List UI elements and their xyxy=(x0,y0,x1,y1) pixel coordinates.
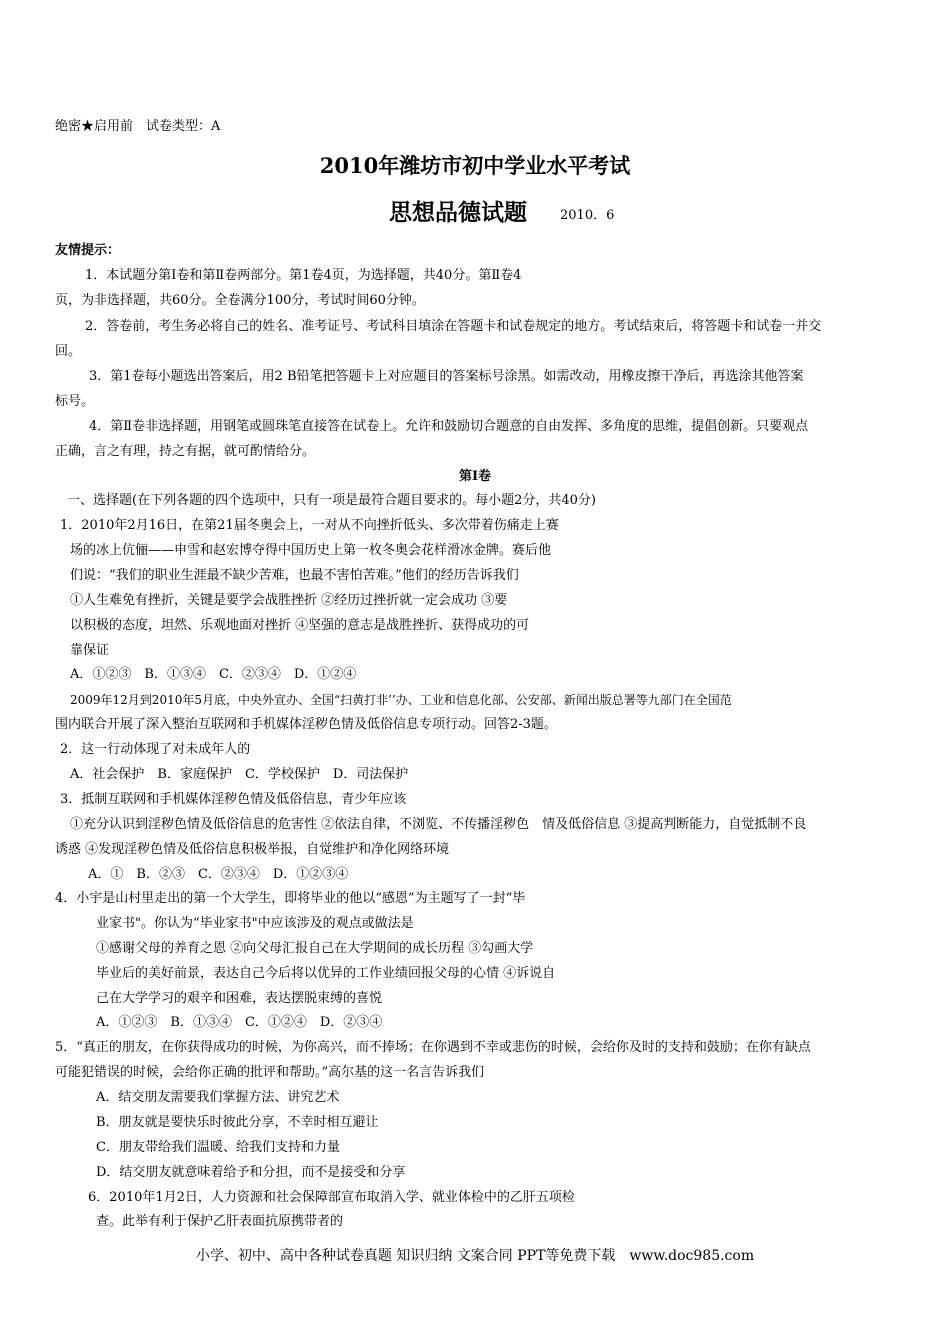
answer-options: A．社会保护 B．家庭保护 C．学校保护 D．司法保护 xyxy=(70,767,409,782)
secret-header: 绝密★启用前 试卷类型：A xyxy=(55,119,221,134)
question-line: 们说：“我们的职业生涯最不缺少苦难，也最不害怕苦难。”他们的经历告诉我们 xyxy=(70,568,519,583)
question-line: ①充分认识到淫秽色情及低俗信息的危害性 ②依法自律，不浏览、不传播淫秽色 情及低俗信息 ③提高判断能力，自觉抵制不良 xyxy=(70,817,807,832)
question-line: 诱惑 ④发现淫秽色情及低俗信息积极举报，自觉维护和净化网络环境 xyxy=(55,842,450,857)
tip-line: 3．第1卷每小题选出答案后，用2 B铅笔把答题卡上对应题目的答案标号涂黑。如需改动，用橡皮擦干净后，再选涂其他答案 xyxy=(89,369,804,384)
tip-line: 回。 xyxy=(55,344,82,359)
exam-date: 2010．6 xyxy=(560,208,615,223)
tip-line: 1．本试题分第Ⅰ卷和第Ⅱ卷两部分。第1卷4页，为选择题，共40分。第Ⅱ卷4 xyxy=(85,268,522,283)
question-line: ①感谢父母的养育之恩 ②向父母汇报自己在大学期间的成长历程 ③勾画大学 xyxy=(96,941,534,956)
exam-title: 2010年潍坊市初中学业水平考试 xyxy=(319,153,631,178)
question-line: 4．小宇是山村里走出的第一个大学生，即将毕业的他以“感恩”为主题写了一封“毕 xyxy=(55,891,526,906)
question-line: 场的冰上伉俪——申雪和赵宏博夺得中国历史上第一枚冬奥会花样滑冰金牌。赛后他 xyxy=(70,543,552,558)
material-line: 围内联合开展了深入整治互联网和手机媒体淫秽色情及低俗信息专项行动。回答2-3题。 xyxy=(55,717,557,732)
question-line: 以积极的态度，坦然、乐观地面对挫折 ④坚强的意志是战胜挫折、获得成功的可 xyxy=(70,618,530,633)
answer-options: A．①②③ B．①③④ C．①②④ D．②③④ xyxy=(96,1015,383,1030)
question-line: 6．2010年1月2日，人力资源和社会保障部宣布取消入学、就业体检中的乙肝五项检 xyxy=(88,1190,575,1205)
section-intro: 一、选择题(在下列各题的四个选项中，只有一项是最符合题目要求的。每小题2分，共40分) xyxy=(67,493,596,508)
question-line: 2．这一行动体现了对未成年人的 xyxy=(60,742,251,757)
question-line: 己在大学学习的艰辛和困难，表达摆脱束缚的喜悦 xyxy=(96,991,383,1006)
tip-line: 标号。 xyxy=(55,394,95,409)
tip-line: 正确，言之有理，持之有据，就可酌情给分。 xyxy=(55,444,316,459)
question-line: 5．“真正的朋友，在你获得成功的时候，为你高兴，而不捧场；在你遇到不幸或悲伤的时候，会给你及时的支持和鼓励；在你有缺点 xyxy=(55,1040,811,1055)
question-line: 靠保证 xyxy=(70,643,110,658)
tips-heading: 友情提示： xyxy=(55,243,121,258)
answer-option: A．结交朋友需要我们掌握方法、讲究艺术 xyxy=(96,1090,340,1105)
exam-subtitle: 思想品德试题 xyxy=(389,199,527,226)
question-line: 3．抵制互联网和手机媒体淫秽色情及低俗信息，青少年应该 xyxy=(60,792,407,807)
question-line: 业家书"。你认为“毕业家书"中应该涉及的观点或做法是 xyxy=(96,916,414,931)
answer-option: B．朋友就是要快乐时彼此分享，不幸时相互避让 xyxy=(96,1115,379,1130)
answer-option: C．朋友带给我们温暖、给我们支持和力量 xyxy=(96,1140,340,1155)
material-line: 2009年12月到2010年5月底，中央外宣办、全国“扫黄打非’’办、工业和信息化部、公安部、新闻出版总署等九部门在全国范 xyxy=(70,693,732,707)
answer-options: A．①②③ B．①③④ C．②③④ D．①②④ xyxy=(70,667,357,682)
question-line: 可能犯错误的时候，会给你正确的批评和帮助。”高尔基的这一名言告诉我们 xyxy=(55,1065,485,1080)
question-line: 毕业后的美好前景，表达自己今后将以优异的工作业绩回报父母的心情 ④诉说自 xyxy=(96,966,556,981)
tip-line: 2．答卷前，考生务必将自己的姓名、准考证号、考试科目填涂在答题卡和试卷规定的地方。考试结束后，将答题卡和试卷一并交 xyxy=(85,319,822,334)
tip-line: 4．第Ⅱ卷非选择题，用钢笔或圆珠笔直接答在试卷上。允许和鼓励切合题意的自由发挥、多角度的思维，提倡创新。只要观点 xyxy=(89,419,809,434)
answer-option: D．结交朋友就意味着给予和分担，而不是接受和分享 xyxy=(96,1165,406,1180)
question-line: 查。此举有利于保护乙肝表面抗原携带者的 xyxy=(96,1214,344,1229)
section-title: 第Ⅰ卷 xyxy=(458,469,492,484)
answer-options: A．① B．②③ C．②③④ D．①②③④ xyxy=(88,867,349,882)
tip-line: 页，为非选择题，共60分。全卷满分100分，考试时间60分钟。 xyxy=(55,293,425,308)
question-line: ①人生难免有挫折，关键是要学会战胜挫折 ②经历过挫折就一定会成功 ③要 xyxy=(70,593,508,608)
page-footer: 小学、初中、高中各种试卷真题 知识归纳 文案合同 PPT等免费下载 www.doc985.com xyxy=(195,1248,755,1264)
question-line: 1．2010年2月16日，在第21届冬奥会上，一对从不向挫折低头、多次带着伤痛走上赛 xyxy=(60,518,559,533)
